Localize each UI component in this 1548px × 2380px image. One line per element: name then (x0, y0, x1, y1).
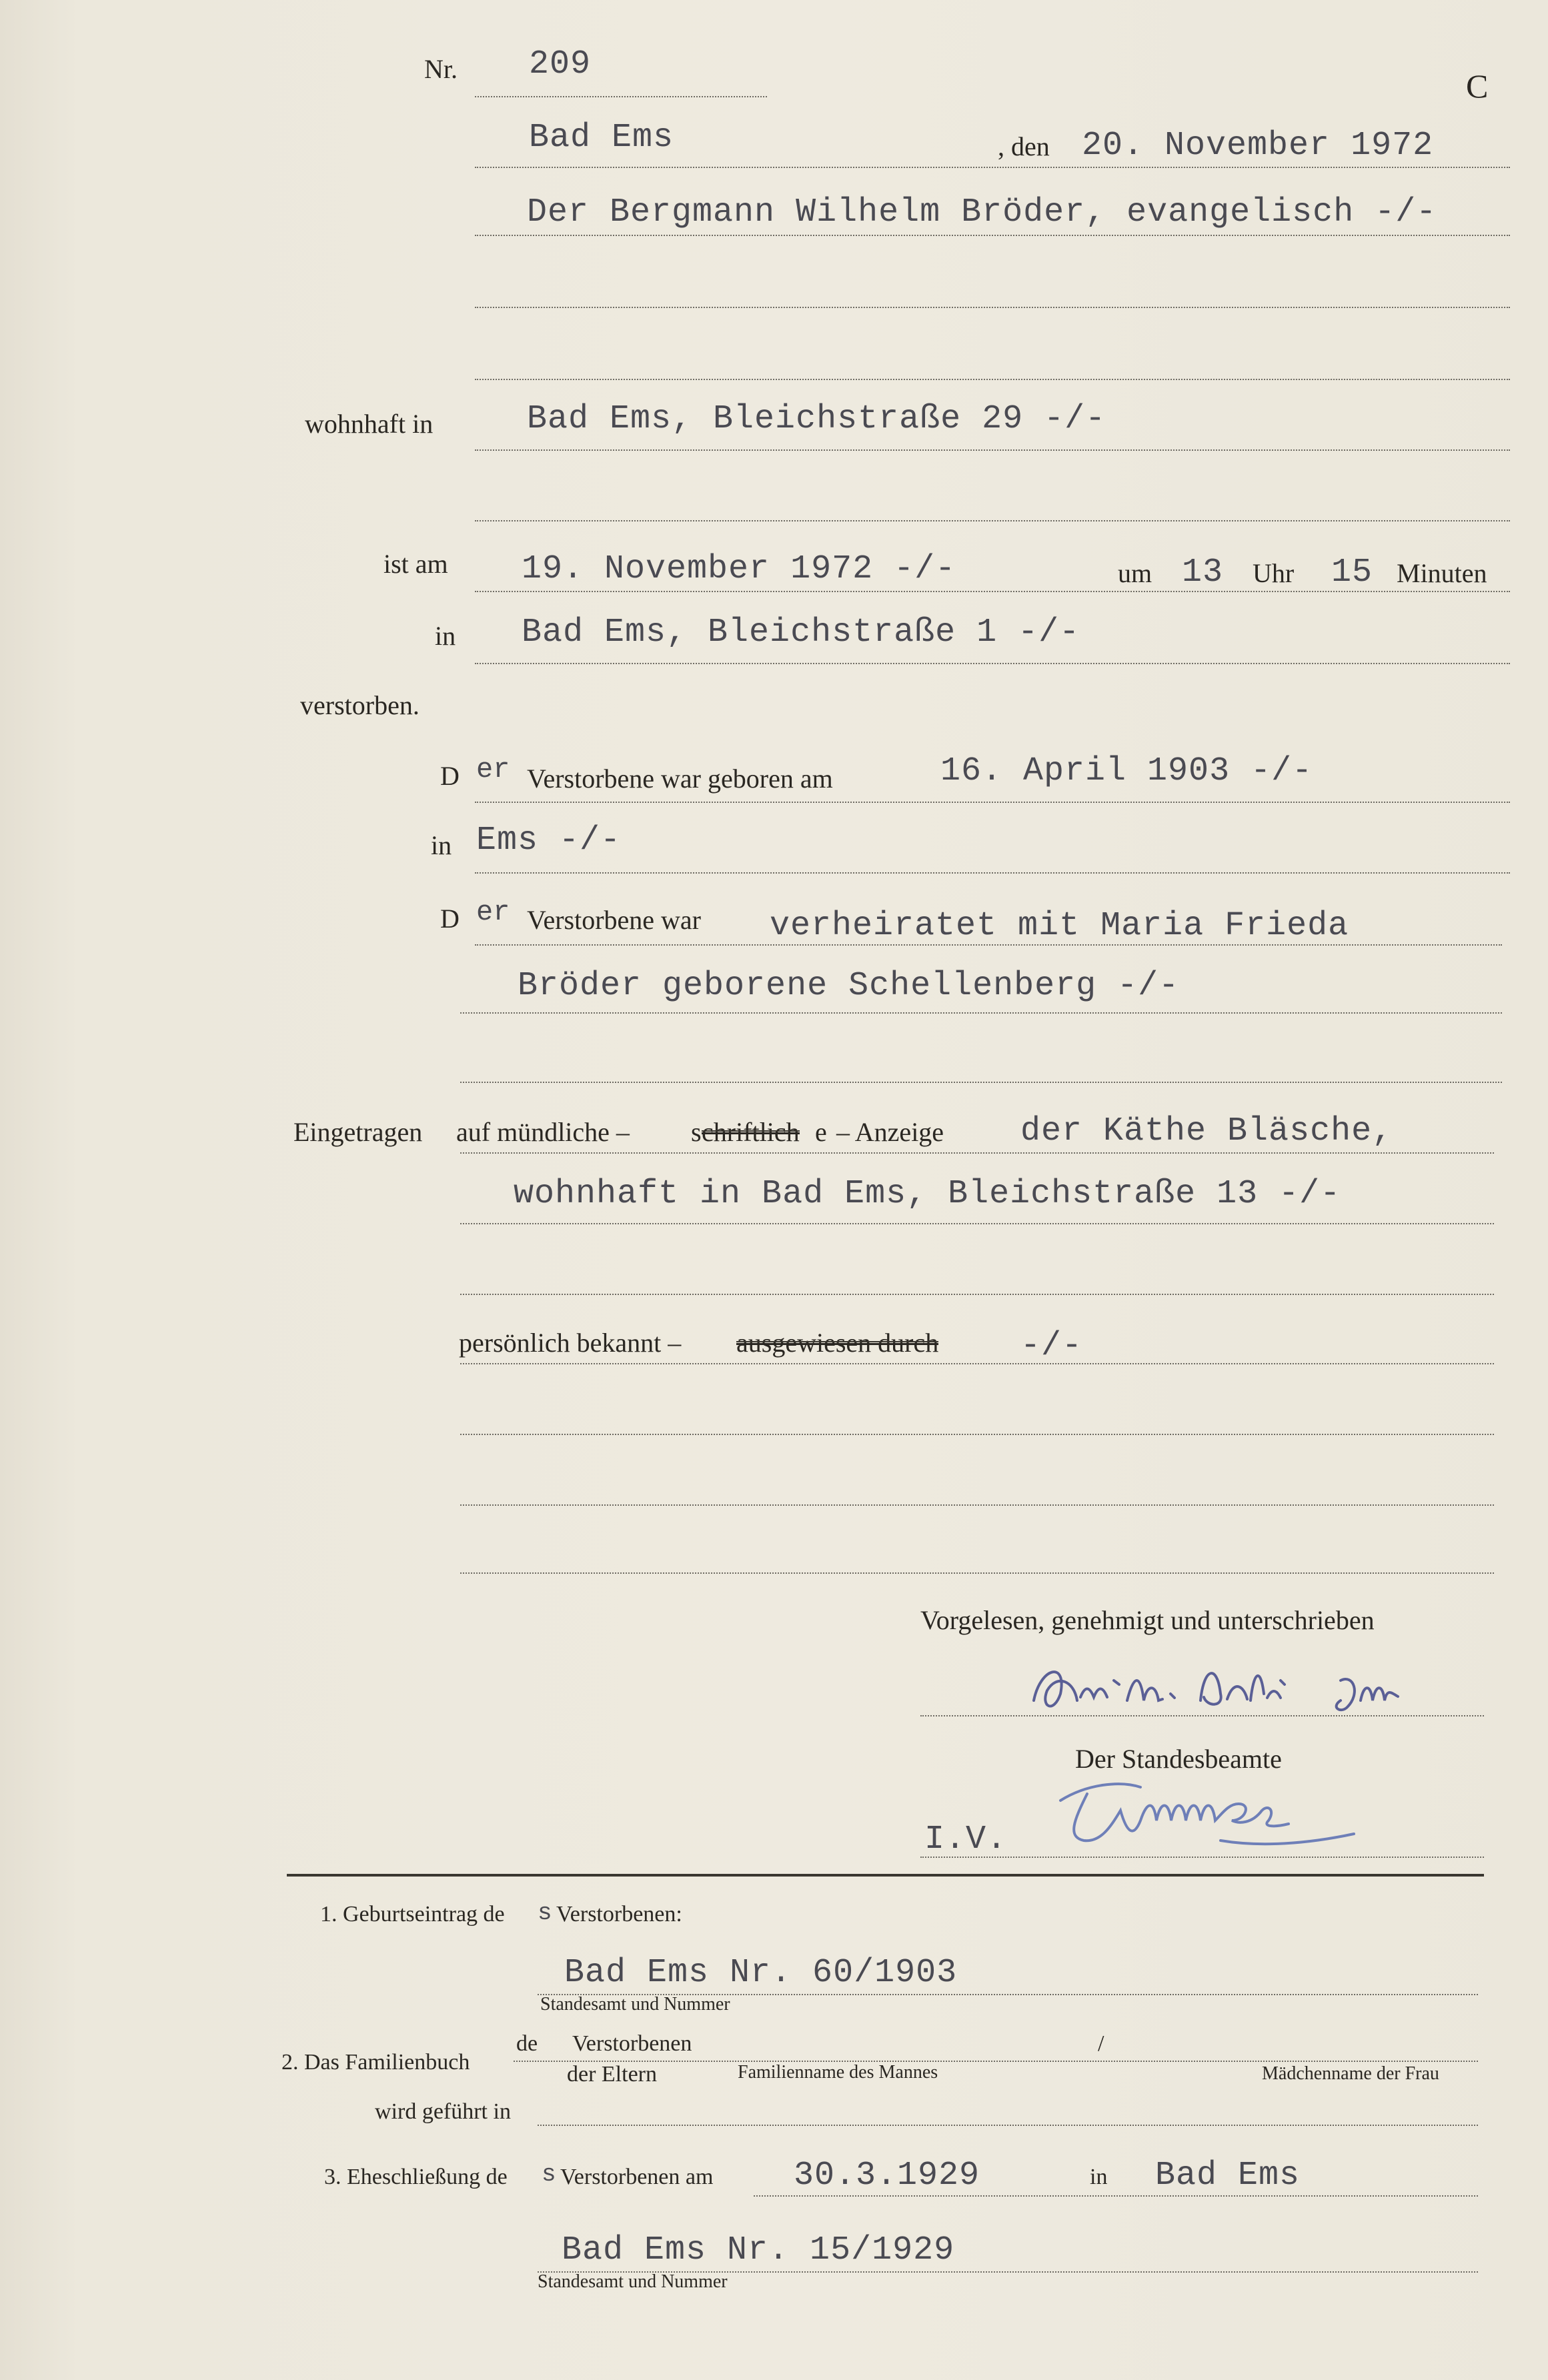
item3-rest: Verstorbenen am (560, 2165, 714, 2189)
report-line2-rule (460, 1223, 1494, 1224)
registrar-signature-line (920, 1857, 1484, 1858)
date-value: 20. November 1972 (1082, 127, 1434, 165)
verstorben-label: verstorben. (300, 690, 420, 720)
item3-line (754, 2195, 1478, 2197)
blank-line-3 (475, 520, 1510, 521)
person-line: Der Bergmann Wilhelm Bröder, evangelisch -/- (527, 193, 1437, 231)
anzeige-label: – Anzeige (836, 1117, 944, 1147)
vorgelesen-text: Vorgelesen, genehmigt und unterschrieben (920, 1605, 1375, 1635)
marriage-er-typed: er (476, 896, 510, 928)
item2-der-eltern: der Eltern (567, 2062, 657, 2087)
informant-signature-line (920, 1715, 1484, 1716)
birth-place-line (475, 872, 1510, 874)
blank-line-2 (475, 379, 1510, 380)
item2-label: 2. Das Familienbuch (281, 2050, 470, 2075)
place-value: Bad Ems (529, 119, 674, 157)
identity-value: -/- (1020, 1327, 1083, 1365)
place-date-line (475, 167, 1510, 168)
marriage-line1: verheiratet mit Maria Frieda (770, 907, 1349, 945)
form-letter: C (1466, 67, 1489, 105)
eingetragen-label: Eingetragen (293, 1117, 423, 1147)
blank-line-6 (460, 1434, 1494, 1435)
blank-line-1 (475, 307, 1510, 308)
item2-verstorbenen: Verstorbenen (572, 2031, 692, 2056)
identity-struck: ausgewiesen durch (736, 1328, 939, 1358)
marriage-line1-rule (475, 944, 1502, 946)
item1-value: Bad Ems Nr. 60/1903 (564, 1954, 958, 1992)
item3-s: s (542, 2161, 556, 2188)
death-date: 19. November 1972 -/- (522, 550, 956, 588)
residence-label: wohnhaft in (305, 409, 434, 439)
report-line1-rule (460, 1152, 1494, 1154)
schriftliche-prefix: s (691, 1117, 702, 1147)
report-line1: der Käthe Bläsche, (1020, 1112, 1393, 1150)
item2-familienname: Familienname des Mannes (738, 2062, 938, 2083)
item3-in: in (1090, 2165, 1108, 2189)
death-minutes: 15 (1331, 553, 1373, 591)
item2-de: de (516, 2031, 538, 2056)
residence-line (475, 449, 1510, 451)
death-place: Bad Ems, Bleichstraße 1 -/- (522, 614, 1080, 652)
birth-in-label: in (431, 830, 452, 860)
item1-label: 1. Geburtseintrag de (320, 1902, 505, 1927)
item3-place: Bad Ems (1155, 2157, 1301, 2195)
ist-am-label: ist am (383, 549, 448, 579)
item2-wird-line (538, 2125, 1478, 2126)
item3-value: Bad Ems Nr. 15/1929 (562, 2231, 955, 2269)
birth-er-typed: er (476, 754, 510, 786)
nr-line (475, 96, 767, 97)
residence-value: Bad Ems, Bleichstraße 29 -/- (527, 400, 1106, 438)
auf-label: auf mündliche – (456, 1117, 630, 1147)
den-label: , den (998, 131, 1050, 161)
marriage-d-label: D (440, 904, 460, 934)
standesbeamte-label: Der Standesbeamte (1075, 1744, 1282, 1774)
item1-rest: Verstorbenen: (556, 1902, 682, 1927)
iv-label: I.V. (924, 1821, 1008, 1859)
death-date-line (475, 591, 1510, 592)
uhr-label: Uhr (1253, 558, 1295, 588)
standesamt-nummer-1: Standesamt und Nummer (540, 1994, 730, 2015)
blank-line-7 (460, 1504, 1494, 1506)
marriage-line2-rule (460, 1012, 1502, 1014)
item3-label: 3. Eheschließung de (324, 2165, 508, 2189)
identity-line (460, 1363, 1494, 1364)
identity-label: persönlich bekannt – (459, 1328, 682, 1358)
item1-s: s (538, 1899, 552, 1927)
birth-date: 16. April 1903 -/- (940, 752, 1313, 790)
blank-line-4 (460, 1082, 1502, 1083)
marriage-label: Verstorbene war (527, 905, 701, 935)
nr-value: 209 (529, 45, 592, 83)
schriftliche-suffix: e (815, 1117, 827, 1147)
blank-line-8 (460, 1572, 1494, 1574)
birth-label: Verstorbene war geboren am (527, 764, 833, 794)
item3-date: 30.3.1929 (794, 2157, 980, 2195)
informant-signature (1027, 1654, 1454, 1734)
section-separator (287, 1874, 1484, 1877)
death-place-line (475, 663, 1510, 664)
blank-line-5 (460, 1294, 1494, 1295)
birth-d-label: D (440, 761, 460, 791)
item2-slash: / (1098, 2031, 1104, 2056)
standesamt-nummer-2: Standesamt und Nummer (538, 2271, 728, 2292)
report-line2: wohnhaft in Bad Ems, Bleichstraße 13 -/- (514, 1175, 1341, 1213)
nr-label: Nr. (424, 54, 458, 84)
item2-line (514, 2061, 1478, 2062)
death-in-label: in (435, 621, 456, 651)
death-hour: 13 (1182, 553, 1224, 591)
item2-maedchenname: Mädchenname der Frau (1262, 2063, 1439, 2084)
minuten-label: Minuten (1397, 558, 1487, 588)
registrar-signature (1047, 1774, 1447, 1861)
birth-date-line (475, 802, 1510, 803)
item2-wird: wird geführt in (375, 2099, 511, 2124)
birth-place: Ems -/- (476, 822, 622, 860)
person-line-rule (475, 235, 1510, 236)
um-label: um (1118, 558, 1152, 588)
schriftliche-struck: chriftlich (702, 1117, 800, 1147)
marriage-line2: Bröder geborene Schellenberg -/- (518, 967, 1180, 1005)
